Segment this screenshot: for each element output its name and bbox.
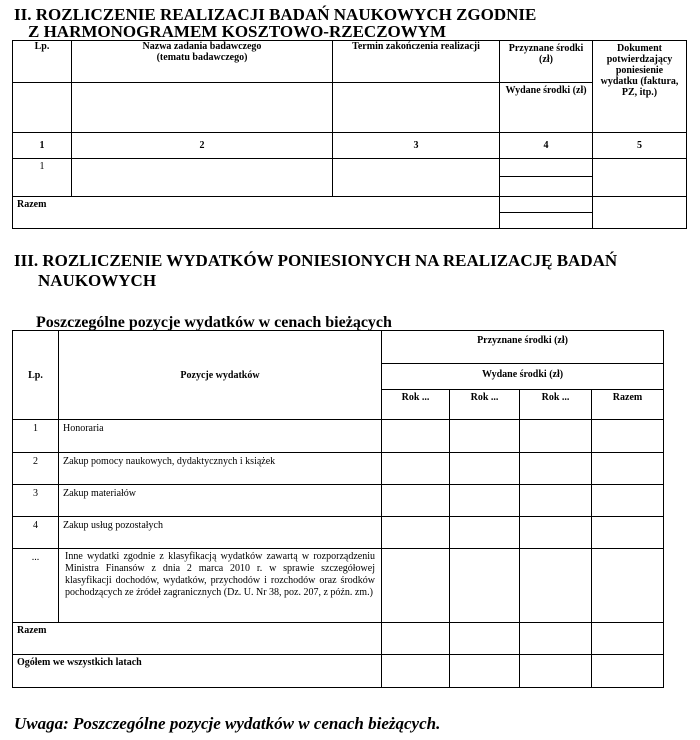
cell (450, 623, 520, 655)
row-lp: 3 (13, 485, 59, 517)
row1-termin (333, 159, 500, 197)
razem-wydane (500, 213, 593, 229)
section3-subtitle: Poszczególne pozycje wydatków w cenach bieżących (36, 314, 392, 331)
cell (520, 420, 592, 453)
header-pozycje: Pozycje wydatków (59, 331, 382, 420)
row1-nazwa (72, 159, 333, 197)
cell (592, 420, 664, 453)
header-razem: Razem (592, 390, 664, 420)
cell (382, 517, 450, 549)
cell (450, 517, 520, 549)
razem-label: Razem (13, 197, 500, 229)
cell (382, 623, 450, 655)
colnum-1: 1 (13, 133, 72, 159)
cell (592, 549, 664, 623)
cell (450, 420, 520, 453)
section3-title (14, 251, 617, 291)
cell (450, 485, 520, 517)
cell (592, 485, 664, 517)
header-wydane: Wydane środki (zł) (382, 364, 664, 390)
header-lp: Lp. (13, 41, 72, 83)
header-przyznane: Przyznane środki (zł) (500, 41, 593, 83)
harmonogram-table (12, 40, 687, 229)
row1-lp: 1 (13, 159, 72, 197)
header-przyznane: Przyznane środki (zł) (382, 331, 664, 364)
section3-title-line1: III. ROZLICZENIE WYDATKÓW PONIESIONYCH NA REALIZACJĘ BADAŃ (14, 251, 618, 270)
note: Uwaga: Poszczególne pozycje wydatków w cenach bieżących. (14, 714, 441, 733)
cell (520, 517, 592, 549)
row-label: Zakup materiałów (59, 485, 382, 517)
header-nazwa-line2: (tematu badawczego) (156, 52, 248, 63)
colnum-2: 2 (72, 133, 333, 159)
colnum-3: 3 (333, 133, 500, 159)
cell (450, 549, 520, 623)
cell (382, 453, 450, 485)
cell (520, 453, 592, 485)
razem-przyznane (500, 197, 593, 213)
row-lp: 4 (13, 517, 59, 549)
section2-title-line2: Z HARMONOGRAMEM KOSZTOWO-RZECZOWYM (28, 22, 447, 41)
row-label: Zakup usług pozostałych (59, 517, 382, 549)
header-nazwa-cont (72, 83, 333, 133)
cell (592, 453, 664, 485)
cell (382, 485, 450, 517)
row-lp: ... (13, 549, 59, 623)
row-label: Zakup pomocy naukowych, dydaktycznych i książek (59, 453, 382, 485)
cell (592, 655, 664, 688)
row1-przyznane (500, 159, 593, 177)
section2-title-line1: II. ROZLICZENIE REALIZACJI BADAŃ NAUKOWYCH ZGODNIE (14, 5, 537, 24)
cell (450, 655, 520, 688)
row-label: Inne wydatki zgodnie z klasyfikacją wydatków zawartą w rozporządzeniu Ministra Finansów z dnia 2 marca 2010 r. w sprawie szczegółowej klasyfikacji dochodów, wydatków, przychodów i rozchodów oraz środków pochodzących ze źródeł zagranicznych (Dz. U. Nr 38, poz. 207, z późn. zm.) (59, 549, 382, 623)
header-dokument: Dokument potwierdzający poniesienie wydatku (faktura, PZ, itp.) (593, 41, 687, 133)
razem-label: Razem (13, 623, 382, 655)
header-termin-cont (333, 83, 500, 133)
header-lp: Lp. (13, 331, 59, 420)
cell (382, 549, 450, 623)
cell (592, 517, 664, 549)
row1-dokument (593, 159, 687, 197)
cell (520, 655, 592, 688)
section2-title (14, 6, 536, 40)
colnum-5: 5 (593, 133, 687, 159)
ogolem-label: Ogółem we wszystkich latach (13, 655, 382, 688)
header-rok1: Rok ... (382, 390, 450, 420)
header-lp-cont (13, 83, 72, 133)
row-lp: 2 (13, 453, 59, 485)
cell (520, 623, 592, 655)
header-rok2: Rok ... (450, 390, 520, 420)
header-nazwa (72, 41, 333, 83)
cell (520, 549, 592, 623)
cell (520, 485, 592, 517)
razem-dokument (593, 197, 687, 229)
header-rok3: Rok ... (520, 390, 592, 420)
row-label: Honoraria (59, 420, 382, 453)
cell (592, 623, 664, 655)
section3-title-line2: NAUKOWYCH (38, 271, 157, 290)
row1-wydane (500, 177, 593, 197)
header-wydane: Wydane środki (zł) (500, 83, 593, 133)
cell (382, 655, 450, 688)
wydatki-table (12, 330, 664, 688)
colnum-4: 4 (500, 133, 593, 159)
row-lp: 1 (13, 420, 59, 453)
header-nazwa-line1: Nazwa zadania badawczego (142, 41, 262, 52)
cell (450, 453, 520, 485)
header-termin: Termin zakończenia realizacji (333, 41, 500, 83)
cell (382, 420, 450, 453)
